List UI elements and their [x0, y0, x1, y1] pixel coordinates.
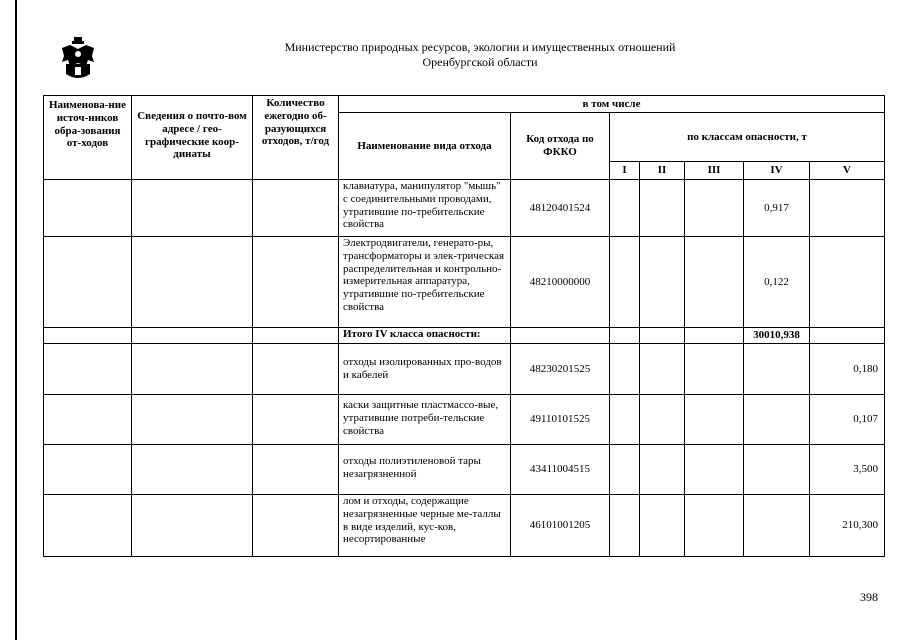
header-waste-name: Наименование вида отхода [339, 113, 511, 180]
cell-waste-name: отходы изолированных про-водов и кабелей [339, 344, 511, 395]
cell-waste-name: каски защитные пластмассо-вые, утратившие потреби-тельские свойства [339, 395, 511, 445]
header-including: в том числе [339, 96, 885, 113]
header-source-name: Наименова-ние источ-ников обра-зования от-ходов [44, 96, 132, 180]
page-binding-line [15, 0, 17, 640]
cell-source [44, 180, 132, 237]
cell-quantity [253, 237, 339, 328]
header-class-5: V [810, 162, 885, 180]
cell-waste-name: лом и отходы, содержащие незагрязненные черные ме-таллы в виде изделий, кус-ков, несортированные [339, 495, 511, 557]
header-quantity: Количество ежегодно об-разующихся отходов, т/год [253, 96, 339, 180]
header-ministry: Министерство природных ресурсов, экологии и имущественных отношений [284, 40, 676, 54]
table-row [44, 344, 885, 395]
waste-table [43, 95, 885, 557]
cell-waste-name: клавиатура, манипулятор "мышь" с соединительными проводами, утратившие по-требительские свойства [339, 180, 511, 237]
header-class-1: I [610, 162, 640, 180]
cell-fkko-code: 49110101525 [511, 395, 610, 445]
cell-fkko-code: 46101001205 [511, 495, 610, 557]
cell-waste-name: отходы полиэтиленовой тары незагрязненной [339, 445, 511, 495]
cell-class-5 [810, 237, 885, 328]
header-class-2: II [640, 162, 685, 180]
header-class-4: IV [744, 162, 810, 180]
page-number: 398 [860, 590, 878, 604]
cell-address [132, 237, 253, 328]
cell-fkko-code: 48230201525 [511, 344, 610, 395]
cell-class-5 [810, 180, 885, 237]
header-fkko-code: Код отхода по ФККО [511, 113, 610, 180]
cell-class-5: 3,500 [810, 445, 885, 495]
cell-class-4 [744, 344, 810, 395]
cell-total-class-4: 30010,938 [744, 328, 810, 344]
header-region: Оренбургской области [422, 55, 538, 69]
cell-fkko-code: 48210000000 [511, 237, 610, 328]
cell-class-4 [744, 395, 810, 445]
table-row [44, 445, 885, 495]
cell-class-5: 210,300 [810, 495, 885, 557]
document-header [180, 40, 780, 70]
coat-of-arms-icon [60, 36, 96, 82]
cell-source [44, 237, 132, 328]
table-row [44, 237, 885, 328]
cell-waste-name: Электродвигатели, генерато-ры, трансформаторы и элек-трическая распределительная и контрольно-измерительная аппаратура, утратившие по-требительские свойства [339, 237, 511, 328]
cell-class-4: 0,122 [744, 237, 810, 328]
table-row [44, 180, 885, 237]
cell-class-5: 0,180 [810, 344, 885, 395]
cell-class-4 [744, 495, 810, 557]
cell-fkko-code: 43411004515 [511, 445, 610, 495]
cell-address [132, 180, 253, 237]
header-address: Сведения о почто-вом адресе / гео-графические коор-динаты [132, 96, 253, 180]
total-row [44, 328, 885, 344]
cell-total-label: Итого IV класса опасности: [339, 328, 511, 344]
cell-quantity [253, 180, 339, 237]
cell-class-4 [744, 445, 810, 495]
table-row [44, 495, 885, 557]
header-hazard-classes: по классам опасности, т [610, 113, 885, 162]
cell-class-4: 0,917 [744, 180, 810, 237]
cell-class-5: 0,107 [810, 395, 885, 445]
header-class-3: III [685, 162, 744, 180]
cell-fkko-code: 48120401524 [511, 180, 610, 237]
table-row [44, 395, 885, 445]
